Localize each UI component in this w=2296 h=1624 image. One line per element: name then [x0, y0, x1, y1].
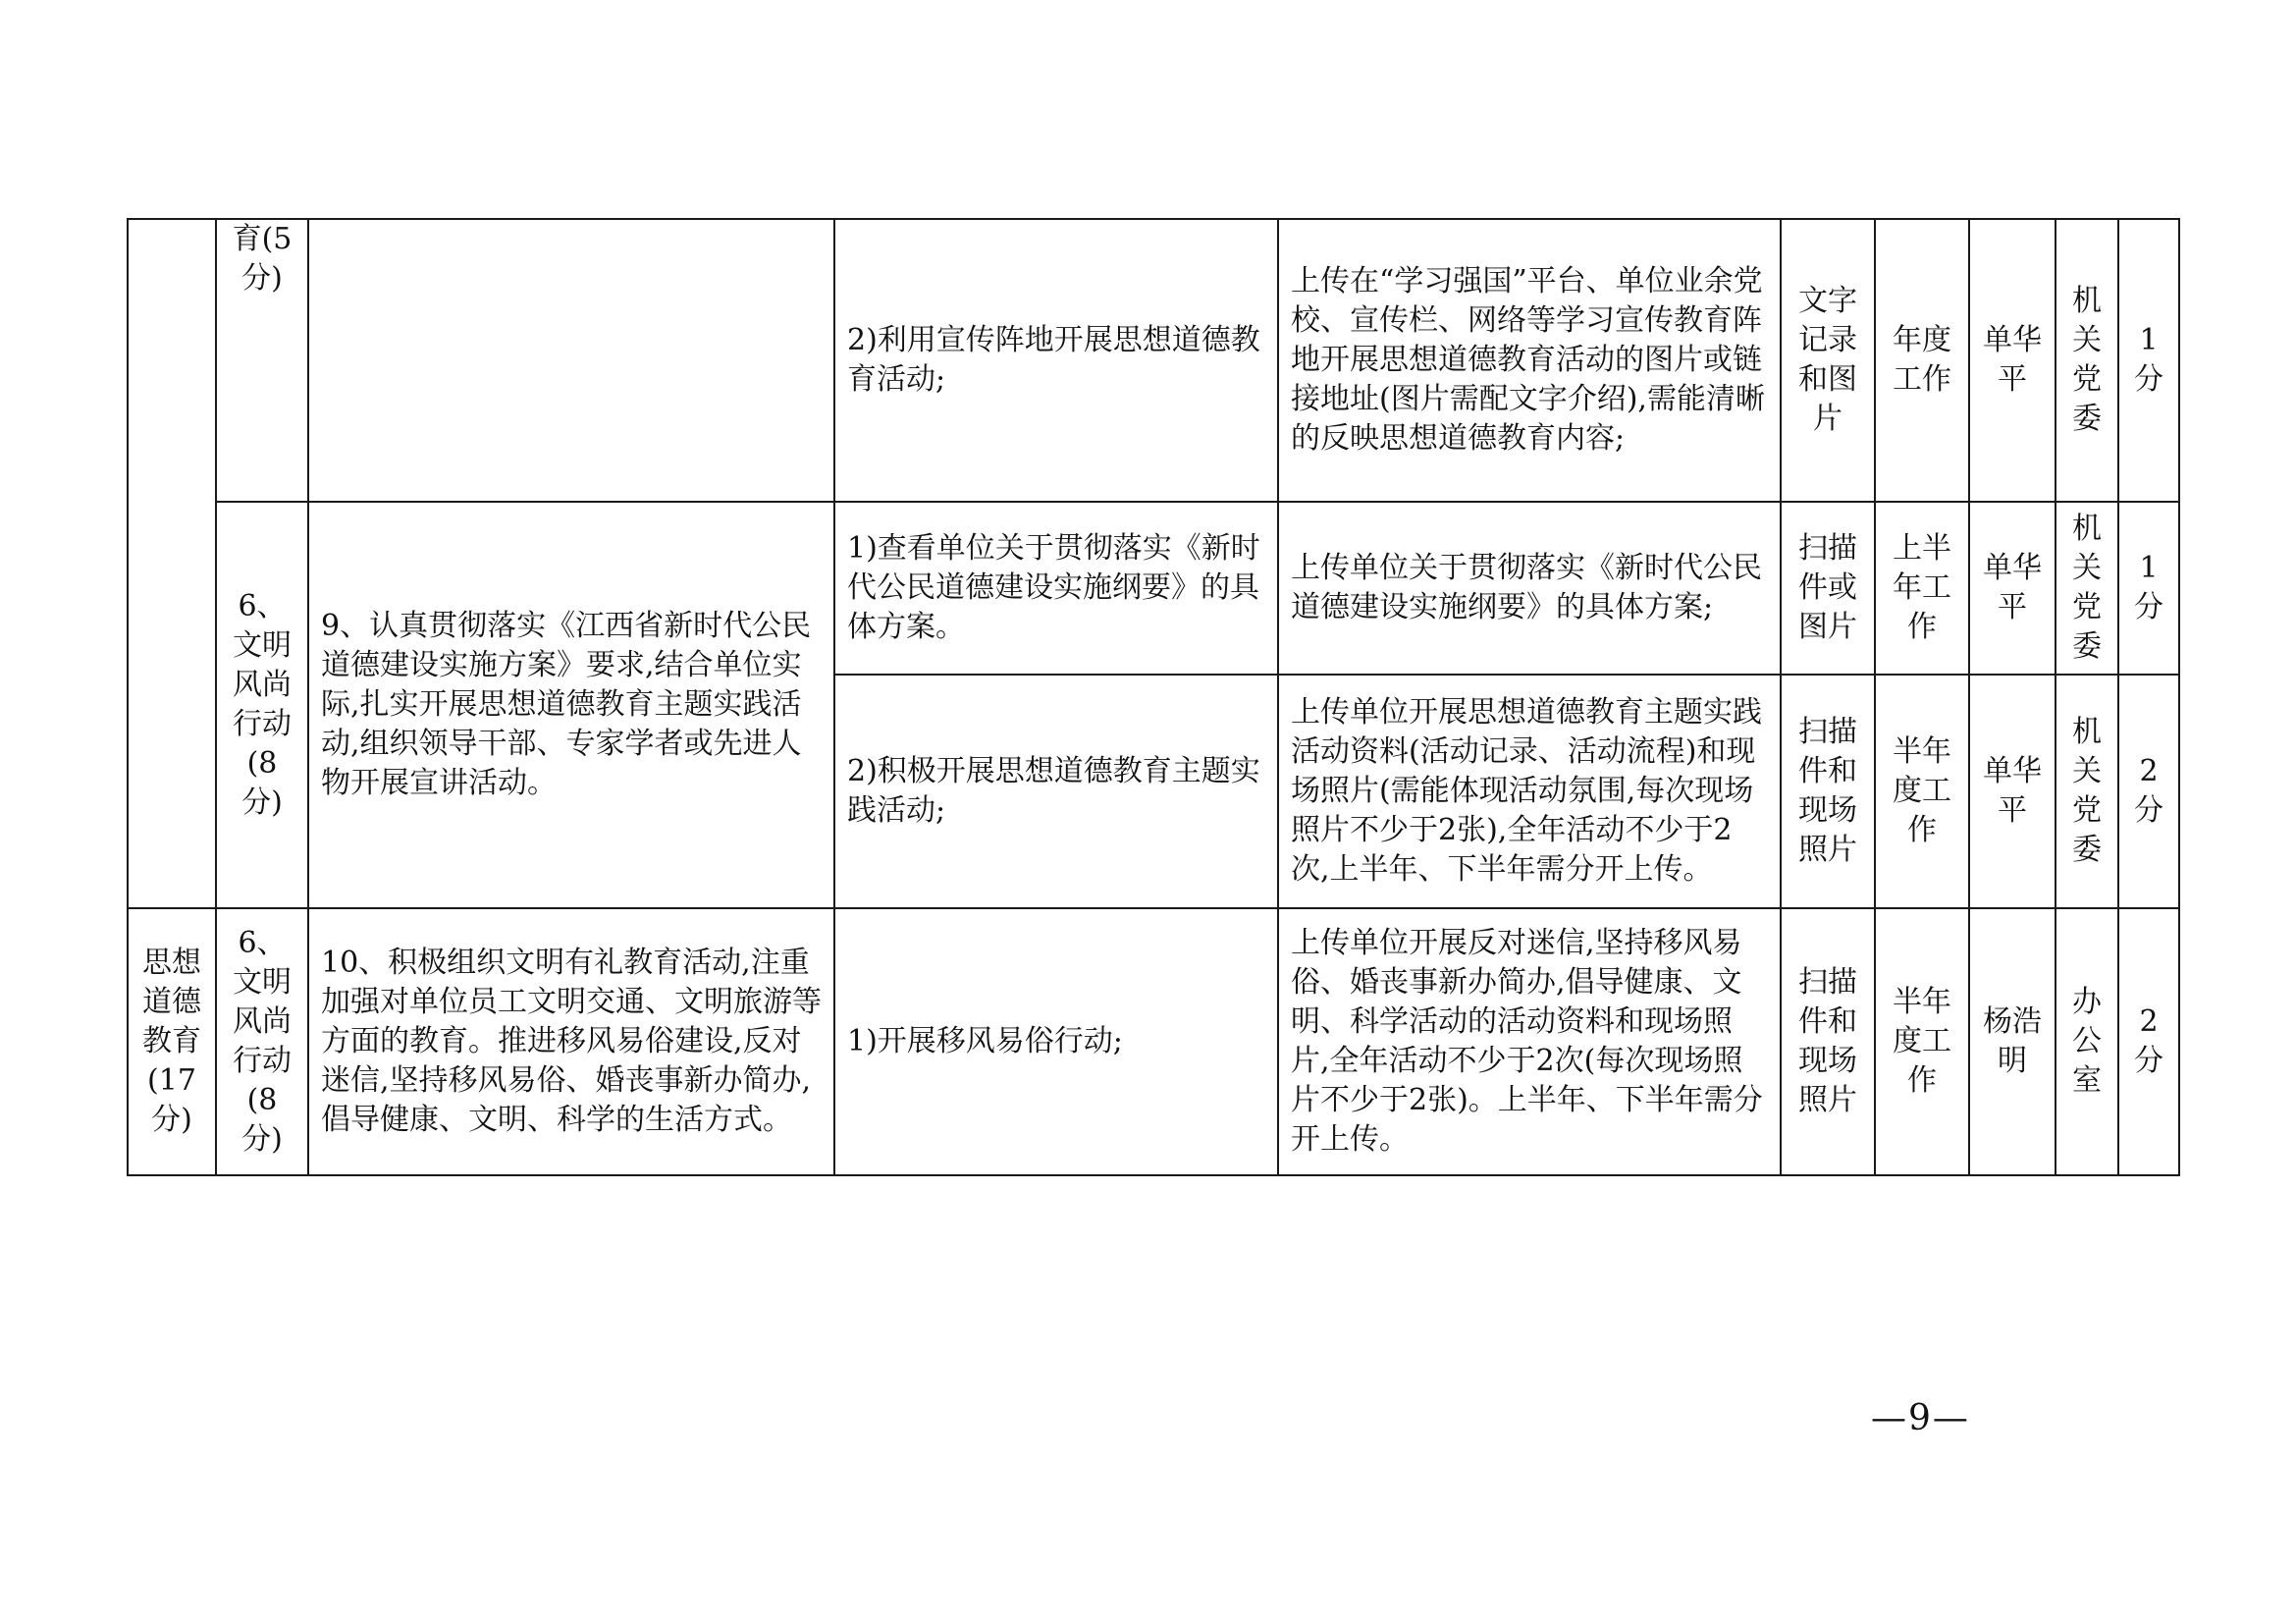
material-type-cell: 扫描件或图片 — [1781, 502, 1875, 675]
check-item-cell: 1)开展移风易俗行动; — [834, 908, 1278, 1175]
responsible-person-cell: 单华平 — [1969, 675, 2056, 908]
department-cell: 机关党委 — [2056, 502, 2118, 675]
upload-requirement-cell: 上传单位开展反对迷信,坚持移风易俗、婚丧事新办简办,倡导健康、文明、科学活动的活动资料和现场照片,全年活动不少于2次(每次现场照片不少于2张)。上半年、下半年需分开上传。 — [1278, 908, 1781, 1175]
upload-requirement-cell: 上传单位开展思想道德教育主题实践活动资料(活动记录、活动流程)和现场照片(需能体现活动氛围,每次现场照片不少于2张),全年活动不少于2次,上半年、下半年需分开上传。 — [1278, 675, 1781, 908]
check-item-cell: 1)查看单位关于贯彻落实《新时代公民道德建设实施纲要》的具体方案。 — [834, 502, 1278, 675]
table-row — [128, 219, 2179, 502]
upload-requirement-cell: 上传在“学习强国”平台、单位业余党校、宣传栏、网络等学习宣传教育阵地开展思想道德教育活动的图片或链接地址(图片需配文字介绍),需能清晰的反映思想道德教育内容; — [1278, 219, 1781, 502]
check-item-cell: 2)积极开展思想道德教育主题实践活动; — [834, 675, 1278, 908]
material-type-cell: 文字记录和图片 — [1781, 219, 1875, 502]
section-cell-continued — [128, 219, 216, 908]
responsible-person-cell: 杨浩明 — [1969, 908, 2056, 1175]
requirement-cell: 9、认真贯彻落实《江西省新时代公民道德建设实施方案》要求,结合单位实际,扎实开展思想道德教育主题实践活动,组织领导干部、专家学者或先进人物开展宣讲活动。 — [308, 502, 834, 908]
score-cell: 2分 — [2118, 908, 2179, 1175]
upload-requirement-cell: 上传单位关于贯彻落实《新时代公民道德建设实施纲要》的具体方案; — [1278, 502, 1781, 675]
table-row — [128, 908, 2179, 1175]
requirement-cell-empty — [308, 219, 834, 502]
department-cell: 机关党委 — [2056, 219, 2118, 502]
score-cell: 1分 — [2118, 219, 2179, 502]
score-cell: 1分 — [2118, 502, 2179, 675]
responsible-person-cell: 单华平 — [1969, 502, 2056, 675]
page-number: —9— — [1871, 1398, 1970, 1438]
department-cell: 机关党委 — [2056, 675, 2118, 908]
period-cell: 半年度工作 — [1875, 908, 1969, 1175]
section-cell: 思想道德教育(17分) — [128, 908, 216, 1175]
responsible-person-cell: 单华平 — [1969, 219, 2056, 502]
check-item-cell: 2)利用宣传阵地开展思想道德教育活动; — [834, 219, 1278, 502]
category-cell: 6、文明风尚行动(8分) — [216, 908, 308, 1175]
score-cell: 2分 — [2118, 675, 2179, 908]
category-cell: 6、文明风尚行动(8分) — [216, 502, 308, 908]
material-type-cell: 扫描件和现场照片 — [1781, 908, 1875, 1175]
department-cell: 办公室 — [2056, 908, 2118, 1175]
period-cell: 半年度工作 — [1875, 675, 1969, 908]
material-type-cell: 扫描件和现场照片 — [1781, 675, 1875, 908]
period-cell: 年度工作 — [1875, 219, 1969, 502]
requirement-cell: 10、积极组织文明有礼教育活动,注重加强对单位员工文明交通、文明旅游等方面的教育。推进移风易俗建设,反对迷信,坚持移风易俗、婚丧事新办简办,倡导健康、文明、科学的生活方式。 — [308, 908, 834, 1175]
assessment-table — [127, 218, 2180, 1176]
category-cell-continued: 育(5 分) — [216, 219, 308, 502]
period-cell: 上半年工作 — [1875, 502, 1969, 675]
table-row — [128, 502, 2179, 675]
